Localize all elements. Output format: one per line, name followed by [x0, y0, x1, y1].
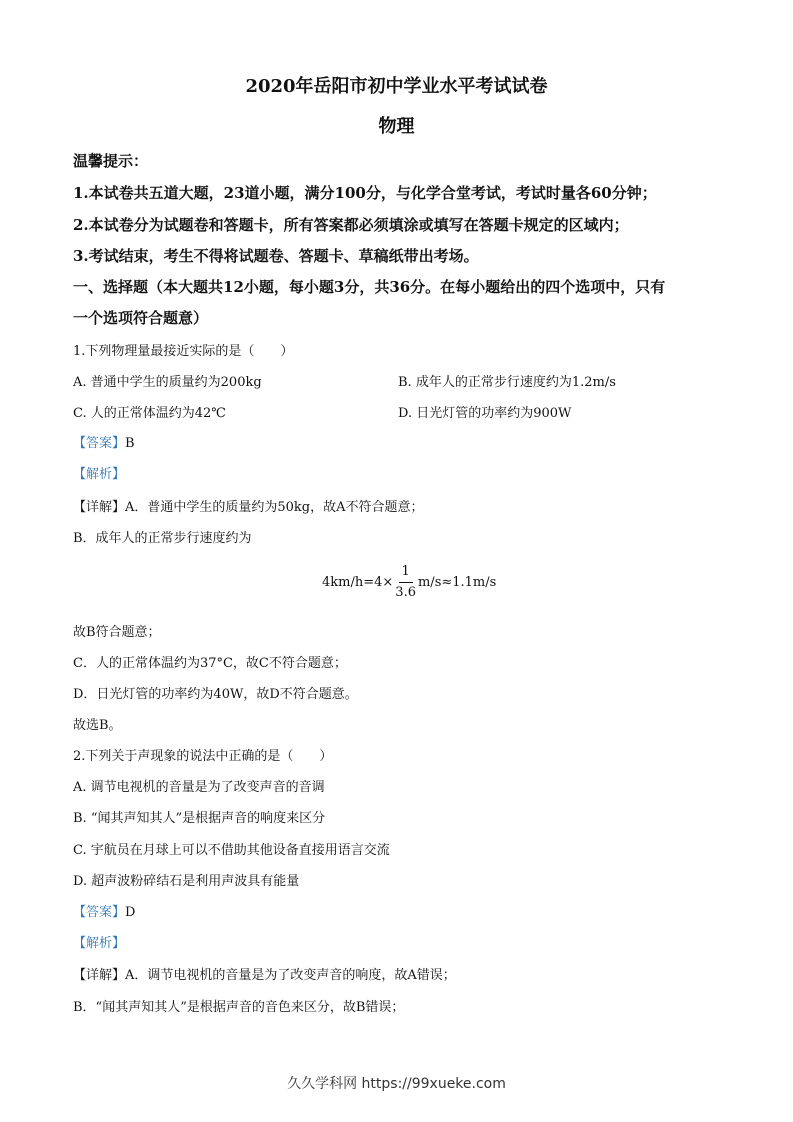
analysis-label: 【解析】 [73, 467, 126, 482]
detail-line: 故B符合题意； [73, 625, 161, 640]
answer-line [73, 432, 135, 451]
question-stem: 2.下列关于声现象的说法中正确的是（ ） [73, 749, 333, 764]
answer-value: B [125, 436, 135, 451]
detail-line: B．“闻其声知其人”是根据声音的音色来区分，故B错误； [73, 1000, 405, 1015]
subject-title: 物理 [378, 116, 415, 137]
detail-line: 【详解】A．调节电视机的音量是为了改变声音的响度，故A错误； [73, 968, 456, 983]
section-heading-cont: 一个选项符合题意） [73, 309, 209, 327]
note-item: 3.考试结束，考生不得将试题卷、答题卡、草稿纸带出考场。 [73, 247, 479, 265]
note-item: 2.本试卷分为试题卷和答题卡，所有答案都必须填涂或填写在答题卡规定的区域内； [73, 216, 629, 234]
answer-value: D [125, 905, 136, 920]
option-b: B. 成年人的正常步行速度约为1.2m/s [398, 375, 616, 390]
notes-heading: 温馨提示： [73, 152, 149, 170]
detail-line: C．人的正常体温约为37°C，故C不符合题意； [73, 656, 347, 671]
detail-line: D．日光灯管的功率约为40W，故D不符合题意。 [73, 687, 358, 702]
question-stem: 1.下列物理量最接近实际的是（ ） [73, 344, 294, 359]
formula [322, 562, 496, 603]
formula-denominator: 3.6 [395, 585, 416, 600]
page-title: 2020年岳阳市初中学业水平考试试卷 [245, 76, 548, 97]
answer-label: 【答案】 [73, 905, 126, 920]
option-a: A. 普通中学生的质量约为200kg [73, 375, 262, 390]
option-c: C. 人的正常体温约为42℃ [73, 406, 226, 421]
section-heading: 一、选择题（本大题共12小题，每小题3分，共36分。在每小题给出的四个选项中，只有 [73, 278, 666, 296]
detail-line: B．成年人的正常步行速度约为 [73, 531, 252, 546]
detail-line: 故选B。 [73, 718, 122, 733]
formula-numerator: 1 [399, 562, 413, 583]
analysis-label: 【解析】 [73, 936, 126, 951]
formula-left: 4km/h=4× [322, 575, 394, 590]
option-c: C. 宇航员在月球上可以不借助其他设备直接用语言交流 [73, 843, 390, 858]
detail-line: 【详解】A．普通中学生的质量约为50kg，故A不符合题意； [73, 500, 424, 515]
formula-right: m/s≈1.1m/s [417, 575, 497, 590]
footer-watermark: 久久学科网 https://99xueke.com [287, 1076, 506, 1092]
answer-line [73, 901, 135, 920]
option-a: A. 调节电视机的音量是为了改变声音的音调 [73, 780, 325, 795]
option-d: D. 日光灯管的功率约为900W [398, 406, 572, 421]
note-item: 1.本试卷共五道大题，23道小题，满分100分，与化学合堂考试，考试时量各60分钟； [73, 184, 657, 202]
option-d: D. 超声波粉碎结石是利用声波具有能量 [73, 874, 300, 889]
option-b: B. “闻其声知其人”是根据声音的响度来区分 [73, 811, 326, 826]
formula-fraction [395, 562, 416, 603]
answer-label: 【答案】 [73, 436, 126, 451]
